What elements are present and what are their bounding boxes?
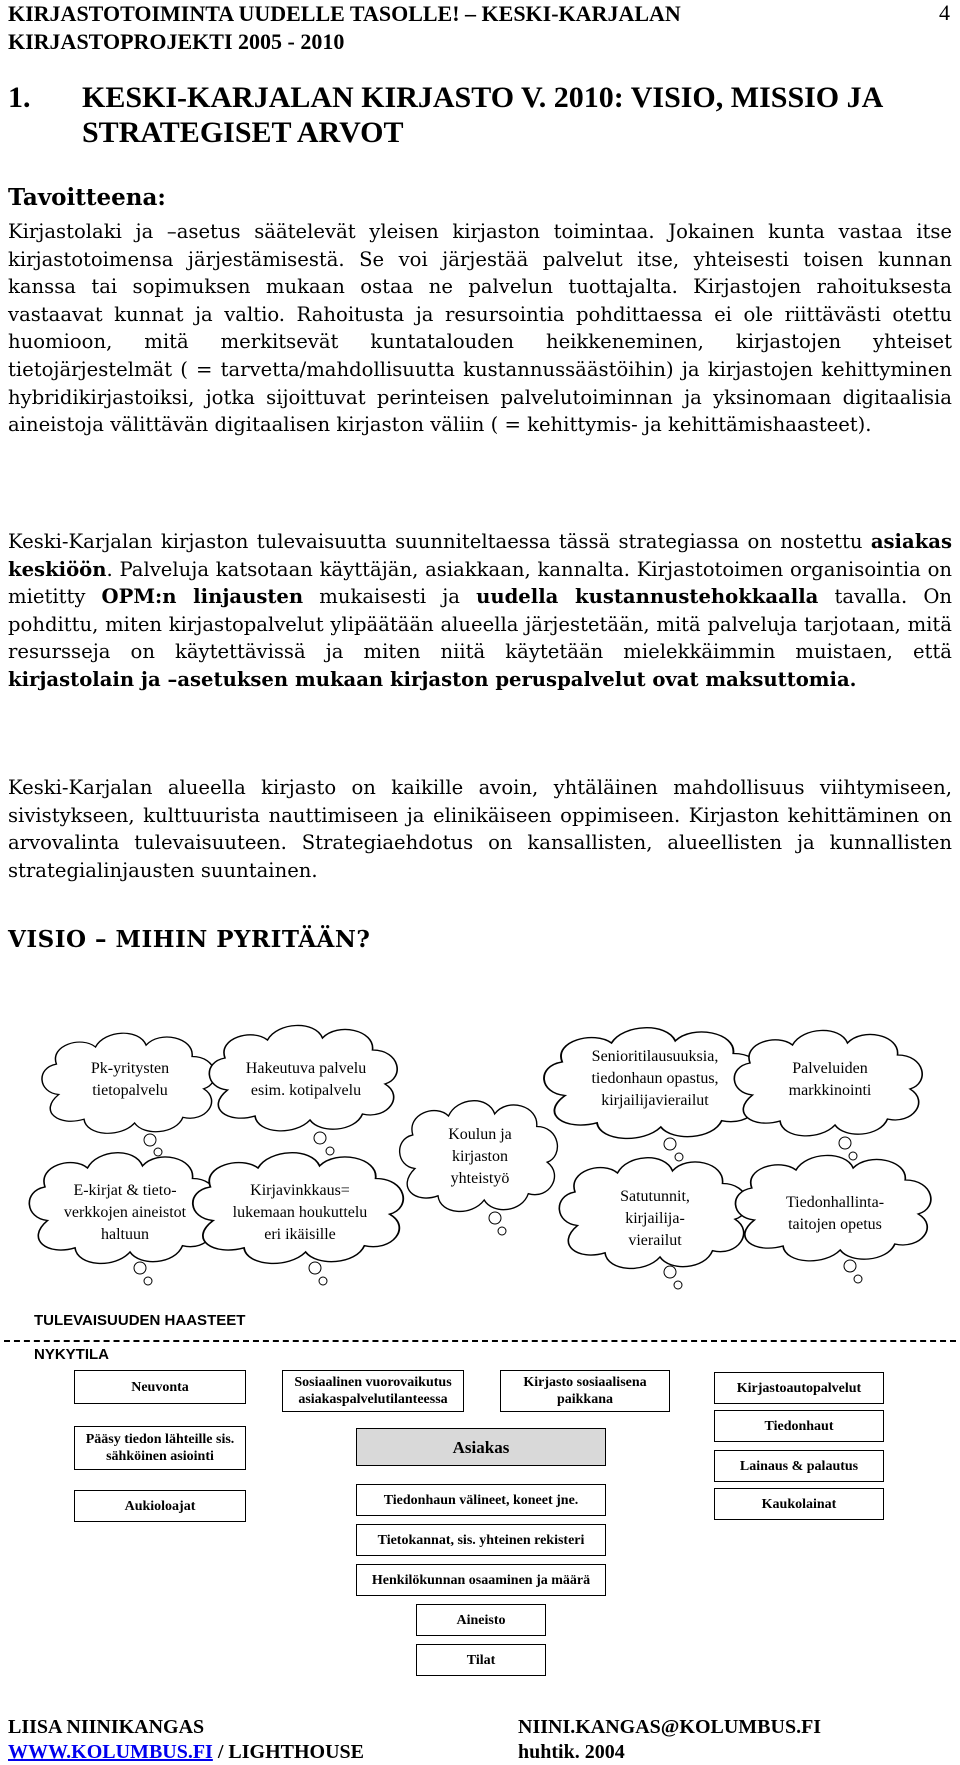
emphasis-opm: OPM:n linjausten [101, 585, 304, 609]
cloud-text-satutunnit: Satutunnit, kirjailija- vierailut [620, 1188, 690, 1249]
visio-heading: VISIO – MIHIN PYRITÄÄN? [8, 926, 371, 953]
current-state-label: NYKYTILA [34, 1346, 109, 1363]
box-tietokannat: Tietokannat, sis. yhteinen rekisteri [356, 1524, 606, 1556]
cloud-text-tiedonhallinta: Tiedonhallinta- taitojen opetus [785, 1194, 885, 1233]
cloud-text-senior: Senioritilausuuksia, tiedonhaun opastus, kirjailijavierailut [591, 1048, 719, 1109]
box-asiakas: Asiakas [356, 1428, 606, 1466]
cloud-text-pk: Pk-yritysten tietopalvelu [90, 1060, 170, 1099]
box-henkilokunta: Henkilökunnan osaaminen ja määrä [356, 1564, 606, 1596]
running-header [8, 0, 681, 56]
cloud-text-hakeutuva: Hakeutuva palvelu esim. kotipalvelu [245, 1060, 367, 1099]
box-paasy-tiedon-lahteille: Pääsy tiedon lähteille sis. sähköinen asiointi [74, 1426, 246, 1470]
paragraph-3: Keski-Karjalan alueella kirjasto on kaikille avoin, yhtäläinen mahdollisuus viihtymiseen, sivistykseen, kulttuurista nauttimiseen ja elinikäiseen oppimiseen. Kirjaston kehittäminen on arvovalinta tulevaisuuteen. Strategiaehdotus on kansallisten, alueellisten ja kunnallisten strategialinjausten suuntainen. [8, 776, 952, 882]
emphasis-kirjastolaki: kirjastolain ja –asetuksen mukaan kirjaston peruspalvelut ovat maksuttomia. [8, 667, 857, 691]
paragraph-1: Kirjastolaki ja –asetus säätelevät yleisen kirjaston toimintaa. Jokainen kunta vastaa itse kirjastotoimensa järjestämisestä. Se voi järjestää palvelut itse, yhteisesti toisen kunnan kanssa tai sopimuksen mukaan ostaa ne palvelun tuottajalta. Kirjastojen rahoituksesta vastaavat kunnat ja valtio. Rahoitusta ja resursointia pohdittaessa ei ole riittävästi otettu huomioon, mitä merkitsevät kuntatalouden heikkeneminen, kirjastojen yhteiset tietojärjestelmät ( = tarvetta/mahdollisuutta kustannussäästöihin) ja kirjastojen kehittyminen hybridikirjastoiksi, jotka sijoittuvat perinteisen palvelutoiminnan ja yksinomaan digitaalisia aineistoja välittävän digitaalisen kirjaston väliin ( = kehittymis- ja kehittämishaasteet). [8, 220, 952, 437]
footer-date: huhtik. 2004 [518, 1741, 625, 1763]
footer-author: LIISA NIINIKANGAS [8, 1716, 205, 1738]
section-title [8, 80, 908, 150]
box-tiedonhaut: Tiedonhaut [714, 1410, 884, 1442]
box-aukioloajat: Aukioloajat [74, 1490, 246, 1522]
header-line-2: KIRJASTOPROJEKTI 2005 - 2010 [8, 29, 345, 54]
section-title-text: KESKI-KARJALAN KIRJASTO V. 2010: VISIO, MISSIO JA STRATEGISET ARVOT [82, 81, 882, 149]
box-kaukolainat: Kaukolainat [714, 1488, 884, 1520]
emphasis-asiakas: asiakas keskiöön [8, 530, 952, 581]
cloud-text-koulu: Koulun ja kirjaston yhteistyö [448, 1126, 512, 1187]
section-number: 1. [8, 81, 31, 114]
divider-dashed [4, 1340, 956, 1342]
emphasis-kustannus: uudella kustannustehokkaalla [476, 585, 819, 609]
box-tilat: Tilat [416, 1644, 546, 1676]
page-number: 4 [939, 0, 950, 25]
box-kirjastoauto: Kirjastoautopalvelut [714, 1372, 884, 1404]
cloud-text-markkinointi: Palveluiden markkinointi [788, 1060, 872, 1099]
header-line-1: KIRJASTOTOIMINTA UUDELLE TASOLLE! – KESKI-KARJALAN [8, 1, 681, 26]
footer-email: NIINI.KANGAS@KOLUMBUS.FI [518, 1716, 822, 1738]
footer-url-link[interactable]: WWW.KOLUMBUS.FI [8, 1741, 213, 1763]
box-lainaus-palautus: Lainaus & palautus [714, 1450, 884, 1482]
future-challenges-label: TULEVAISUUDEN HAASTEET [34, 1312, 246, 1329]
cloud-text-kirjavinkkaus: Kirjavinkkaus= lukemaan houkuttelu eri ikäisille [232, 1182, 368, 1243]
box-tiedonhaun-valineet: Tiedonhaun välineet, koneet jne. [356, 1484, 606, 1516]
box-neuvonta: Neuvonta [74, 1370, 246, 1404]
box-aineisto: Aineisto [416, 1604, 546, 1636]
goal-subheading: Tavoitteena: [8, 184, 166, 211]
box-sosiaalinen-vuorovaikutus: Sosiaalinen vuorovaikutus asiakaspalvelutilanteessa [282, 1370, 464, 1412]
footer-website: WWW.KOLUMBUS.FI / LIGHTHOUSE [8, 1741, 364, 1763]
paragraph-2: Keski-Karjalan kirjaston tulevaisuutta suunniteltaessa tässä strategiassa on nostettu asiakas keskiöön. Palveluja katsotaan käyttäjän, asiakkaan, kannalta. Kirjastotoimen organisointia on mietitty OPM:n linjausten mukaisesti ja uudella kustannustehokkaalla tavalla. On pohdittu, miten kirjastopalvelut ylipäätään alueella järjestetään, mitä palveluja tarjotaan, mitä resursseja on käytettävissä ja miten niitä käytetään mielekkäimmin muistaen, että kirjastolain ja –asetuksen mukaan kirjaston peruspalvelut ovat maksuttomia. [8, 530, 953, 691]
cloud-text-ekirjat: E-kirjat & tieto- verkkojen aineistot haltuun [63, 1182, 187, 1243]
box-sosiaalinen-paikka: Kirjasto sosiaalisena paikkana [500, 1370, 670, 1412]
